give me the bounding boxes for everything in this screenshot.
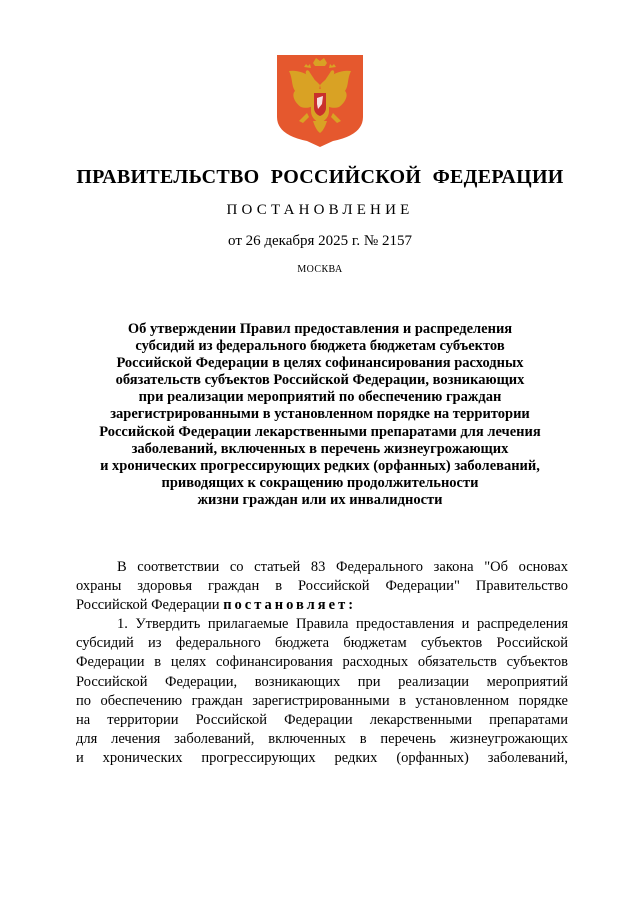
- preamble-line: [76, 596, 568, 615]
- preamble-line: В соответствии со статьей 83 Федерального закона "Об основах: [117, 559, 568, 575]
- item-1-line: для лечения заболеваний, включенных в перечень жизнеугрожающих: [76, 730, 568, 747]
- document-date-number: от 26 декабря 2025 г. № 2157: [228, 233, 412, 249]
- preamble-line: охраны здоровья граждан в Российской Федерации" Правительство: [76, 578, 568, 595]
- subject-line: и хронических прогрессирующих редких (орфанных) заболеваний,: [100, 457, 540, 474]
- document-body: [76, 558, 568, 768]
- subject-line: обязательств субъектов Российской Федерации, возникающих: [115, 372, 525, 389]
- subject-line: Российской Федерации в целях софинансирования расходных: [116, 355, 524, 372]
- subject-line: жизни граждан или их инвалидности: [197, 491, 443, 508]
- item-1-line: на территории Российской Федерации лекарственными препаратами: [76, 711, 568, 728]
- item-1-line: по обеспечению граждан зарегистрированными в установленном порядке: [76, 692, 568, 709]
- document-subject: [60, 321, 580, 509]
- preamble-text: Российской Федерации: [76, 597, 224, 614]
- subject-line: субсидий из федерального бюджета бюджетам субъектов: [135, 338, 505, 355]
- decree-word: постановляет:: [223, 597, 357, 614]
- item-1-line: 1. Утвердить прилагаемые Правила предоставления и распределения: [117, 616, 568, 633]
- subject-line: приводящих к сокращению продолжительности: [161, 474, 479, 491]
- subject-line: Об утверждении Правил предоставления и распределения: [127, 321, 513, 337]
- item-1-line: и хронических прогрессирующих редких (орфанных) заболеваний,: [76, 749, 568, 766]
- subject-line: Российской Федерации лекарственными препаратами для лечения: [99, 423, 541, 440]
- document-type: ПОСТАНОВЛЕНИЕ: [226, 202, 414, 218]
- item-1-line: Федерации в целях софинансирования расходных обязательств субъектов: [76, 654, 568, 671]
- item-1-line: субсидий из федерального бюджета бюджетам субъектов Российской: [76, 635, 568, 652]
- subject-line: зарегистрированными в установленном порядке на территории: [110, 406, 530, 423]
- subject-line: при реализации мероприятий по обеспечению граждан: [138, 389, 502, 406]
- item-1-line: Российской Федерации, возникающих при реализации мероприятий: [76, 673, 568, 690]
- subject-line: заболеваний, включенных в перечень жизнеугрожающих: [131, 440, 509, 457]
- city-name: МОСКВА: [297, 264, 343, 275]
- government-title: ПРАВИТЕЛЬСТВО РОССИЙСКОЙ ФЕДЕРАЦИИ: [76, 166, 564, 188]
- coat-of-arms-emblem: [277, 55, 363, 147]
